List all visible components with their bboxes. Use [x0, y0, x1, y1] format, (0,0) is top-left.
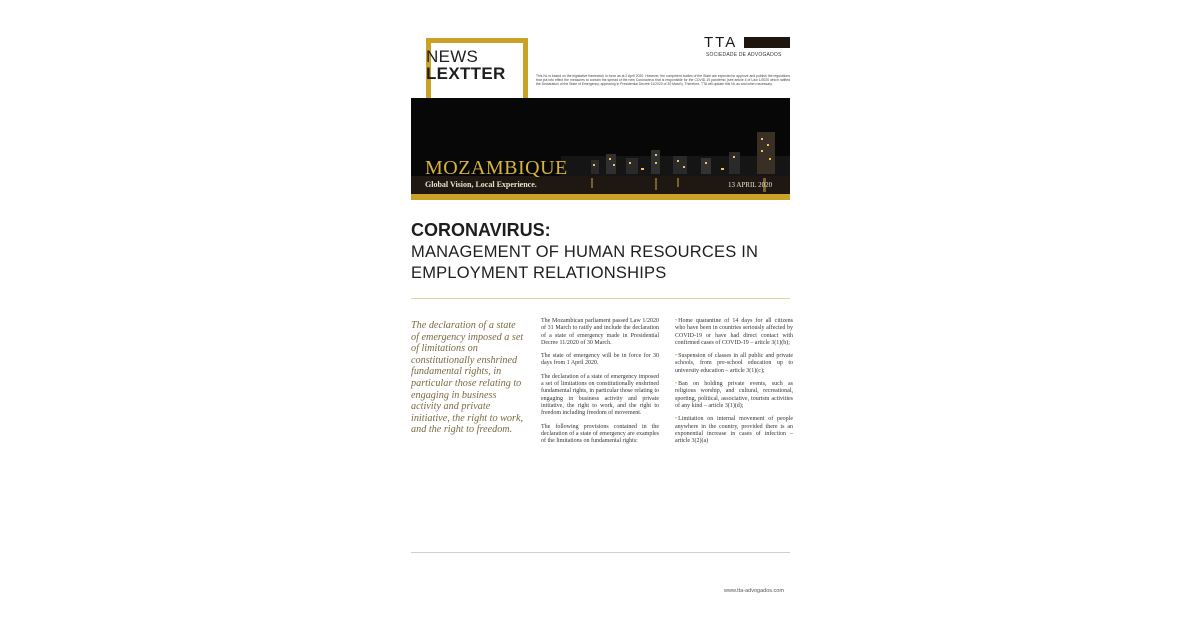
banner-tagline: Global Vision, Local Experience.: [425, 180, 537, 189]
bullet-icon: •: [675, 381, 678, 388]
disclaimer-text: This NL is based on the legislative framework in force as at 2 April 2020. However, the competent bodies of the State are expected to approve and publish the regulations that put into effect the measures to contain the spread of the new Coronavirus that is responsible for the COVID-19 pandemic (see article 4 of Law 1/2020 which ratified the Declaration of the State of Emergency, appearing in Presidential Decree 11/2020 of 30 March). Therefore, TTA will update this NL as and when necessary.: [536, 74, 790, 87]
body-column-middle: [541, 318, 659, 451]
article-title: CORONAVIRUS:: [411, 220, 551, 240]
body-paragraph: The state of emergency will be in force for 30 days from 1 April 2020.: [541, 353, 659, 367]
list-item: [675, 381, 793, 410]
list-item-text: Suspension of classes in all public and private schools, from pre-school education up to university education – article 3(1)(c);: [675, 353, 793, 374]
body-paragraph: The Mozambican parliament passed Law 1/2020 of 31 March to ratify and include the declaration of a state of emergency made in Presidential Decree 11/2020 of 30 March.: [541, 318, 659, 346]
list-item: [675, 318, 793, 347]
article-subtitle: MANAGEMENT OF HUMAN RESOURCES IN EMPLOYMENT RELATIONSHIPS: [411, 243, 759, 282]
tta-logo-subtitle: SOCIEDADE DE ADVOGADOS: [706, 52, 782, 58]
tta-logo-text: TTA: [704, 34, 738, 51]
pull-quote: The declaration of a state of emergency imposed a set of limitations on constitutionally enshrined fundamental rights, in particular those relating to engaging in business activity and private initiative, the right to work, and the right to freedom.: [411, 320, 524, 436]
bullet-icon: •: [675, 353, 678, 360]
banner-country: MOZAMBIQUE: [425, 157, 568, 179]
body-column-right: [675, 318, 793, 451]
newsletter-title: [426, 48, 506, 82]
footer-website-link[interactable]: www.tta-advogados.com: [724, 588, 784, 594]
divider-bottom: [411, 552, 790, 553]
newsletter-title-line2: LEXTTER: [426, 64, 506, 83]
list-item-text: Home quarantine of 14 days for all citizens who have been in countries seriously affected by COVID-19 or have had direct contact with confirmed cases of COVID-19 – article 3(1)(b);: [675, 318, 793, 346]
newsletter-title-line1: NEWS: [426, 47, 479, 66]
list-item-text: Ban on holding private events, such as religious worship, and cultural, recreational, sporting, political, associative, tourism activities of any kind – article 3(1)(d);: [675, 381, 793, 409]
body-paragraph: The following provisions contained in the declaration of a state of emergency are examples of the limitations on fundamental rights:: [541, 423, 659, 445]
body-paragraph: The declaration of a state of emergency imposed a set of limitations on constitutionally enshrined fundamental rights, in particular those relating to engaging in business activity and private initiative, the right to work, and the right to freedom including freedom of movement.: [541, 373, 659, 417]
list-item: [675, 353, 793, 375]
bullet-icon: •: [675, 416, 678, 423]
banner-gold-rule: [411, 194, 790, 200]
list-item: [675, 416, 793, 445]
banner-date: 13 APRIL 2020: [728, 181, 773, 189]
tta-logo-bar: [744, 37, 790, 48]
list-item-text: Limitation on internal movement of people anywhere in the country, provided there is an exponential increase in cases of infection – article 3(2)(a): [675, 416, 793, 445]
bullet-icon: •: [675, 318, 678, 324]
divider-top: [411, 298, 790, 299]
